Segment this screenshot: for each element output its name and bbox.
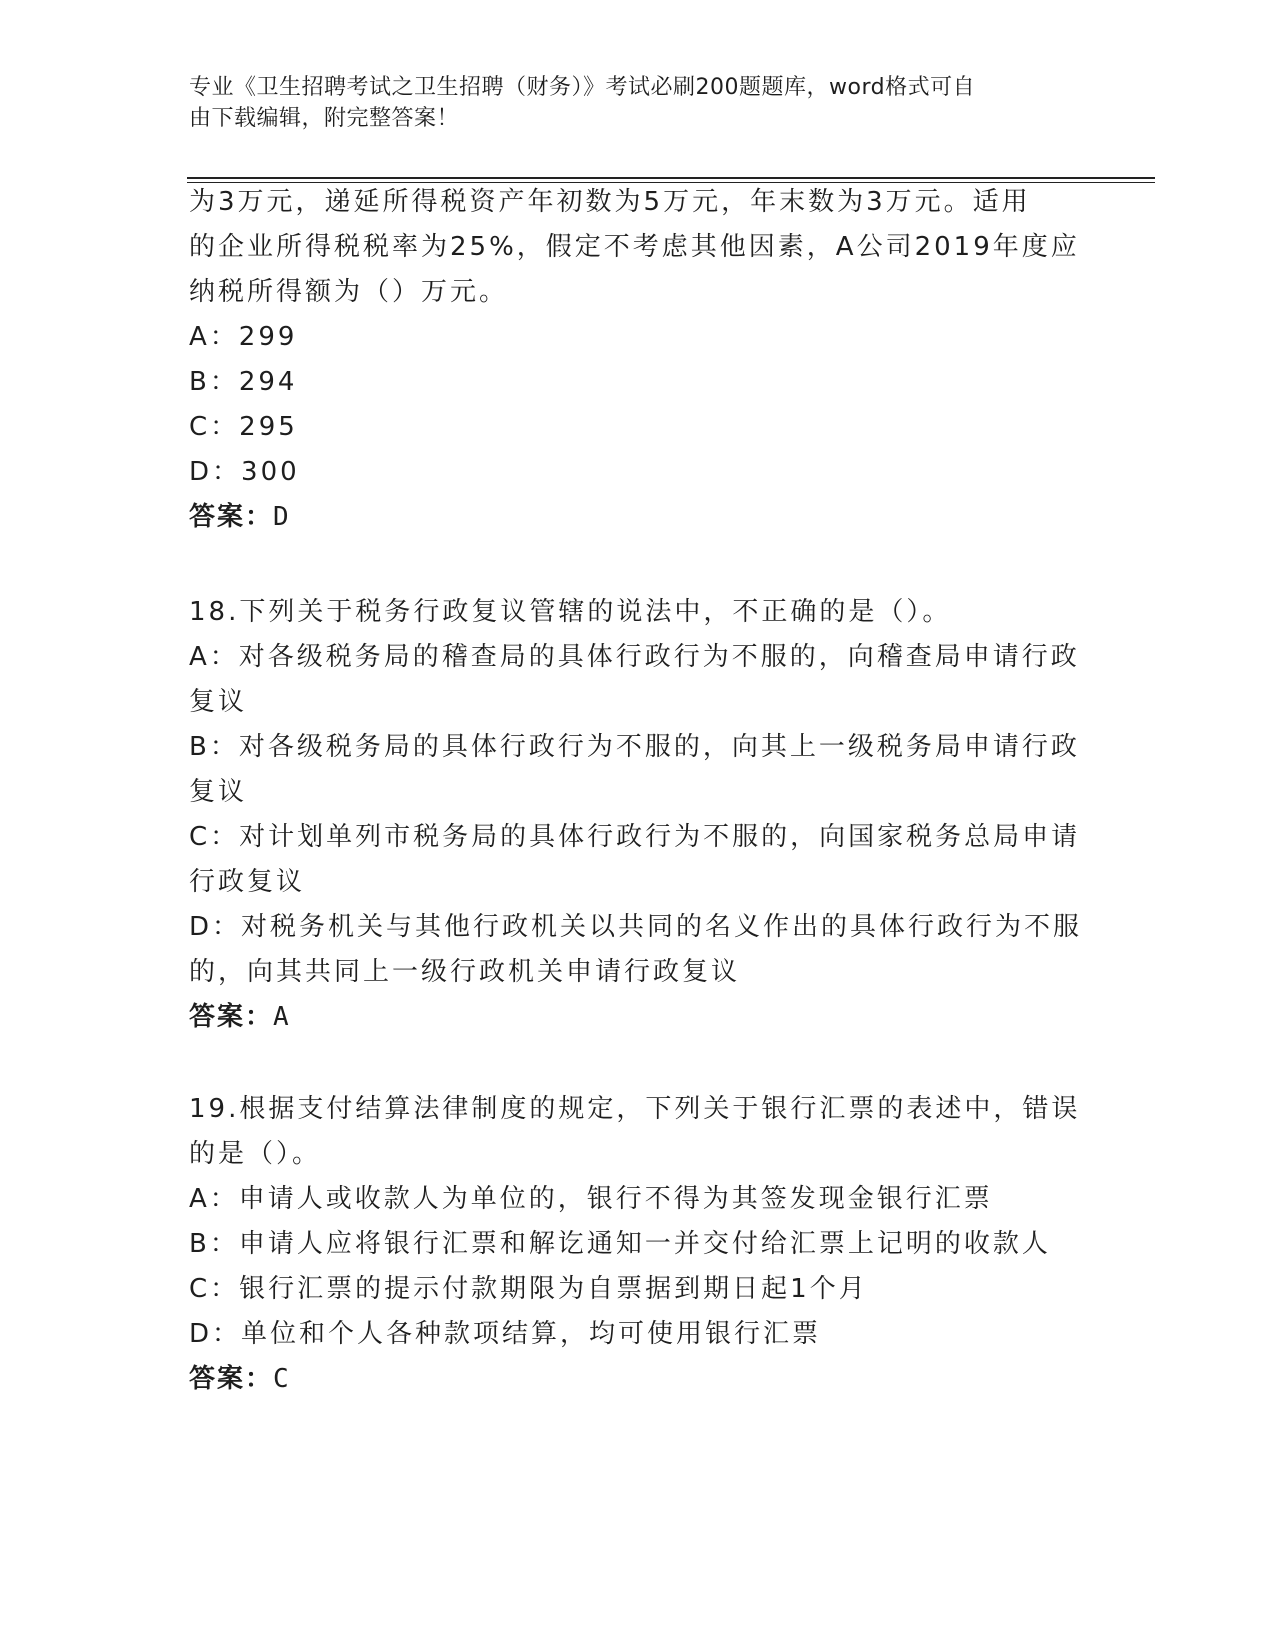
question-19 [189, 1087, 1089, 1402]
question-17 [189, 180, 1089, 540]
option-b: B：294 [189, 367, 298, 397]
option-a: A：299 [189, 322, 298, 352]
option-a-line-2: 复议 [189, 687, 248, 717]
question-stem-line: 的企业所得税税率为25%，假定不考虑其他因素，A公司2019年度应 [189, 232, 1080, 262]
question-stem-line: 18.下列关于税务行政复议管辖的说法中，不正确的是（）。 [189, 597, 952, 627]
question-stem-line: 为3万元，递延所得税资产年初数为5万元，年末数为3万元。适用 [189, 187, 1031, 217]
answer-value: D [273, 502, 291, 532]
question-stem-line: 的是（）。 [189, 1139, 322, 1169]
option-d: D：单位和个人各种款项结算，均可使用银行汇票 [189, 1319, 822, 1349]
answer-label: 答案： [189, 1364, 274, 1394]
option-d-line-1: D：对税务机关与其他行政机关以共同的名义作出的具体行政行为不服 [189, 912, 1083, 942]
answer-label: 答案： [189, 502, 274, 532]
option-a: A：申请人或收款人为单位的，银行不得为其签发现金银行汇票 [189, 1184, 993, 1214]
answer-value: C [273, 1364, 291, 1394]
answer-line [189, 495, 1089, 540]
header-line-1: 专业《卫生招聘考试之卫生招聘（财务）》考试必刷200题题库，word格式可自 [189, 75, 976, 100]
answer-line [189, 1357, 1089, 1402]
document-header [189, 72, 1069, 134]
header-line-2: 由下载编辑，附完整答案！ [189, 106, 460, 131]
option-c: C：295 [189, 412, 298, 442]
question-18 [189, 590, 1089, 1040]
answer-line [189, 995, 1089, 1040]
option-c: C：银行汇票的提示付款期限为自票据到期日起1个月 [189, 1274, 868, 1304]
option-c-line-1: C：对计划单列市税务局的具体行政行为不服的，向国家税务总局申请 [189, 822, 1081, 852]
question-stem-line: 纳税所得额为（）万元。 [189, 277, 509, 307]
option-b: B：申请人应将银行汇票和解讫通知一并交付给汇票上记明的收款人 [189, 1229, 1051, 1259]
option-c-line-2: 行政复议 [189, 867, 306, 897]
option-b-line-1: B：对各级税务局的具体行政行为不服的，向其上一级税务局申请行政 [189, 732, 1080, 762]
option-b-line-2: 复议 [189, 777, 248, 807]
question-stem-line: 19.根据支付结算法律制度的规定，下列关于银行汇票的表述中，错误 [189, 1094, 1081, 1124]
option-d: D：300 [189, 457, 300, 487]
answer-value: A [273, 1002, 291, 1032]
header-rule-thick [187, 177, 1155, 179]
answer-label: 答案： [189, 1002, 274, 1032]
option-d-line-2: 的，向其共同上一级行政机关申请行政复议 [189, 957, 741, 987]
option-a-line-1: A：对各级税务局的稽查局的具体行政行为不服的，向稽查局申请行政 [189, 642, 1080, 672]
